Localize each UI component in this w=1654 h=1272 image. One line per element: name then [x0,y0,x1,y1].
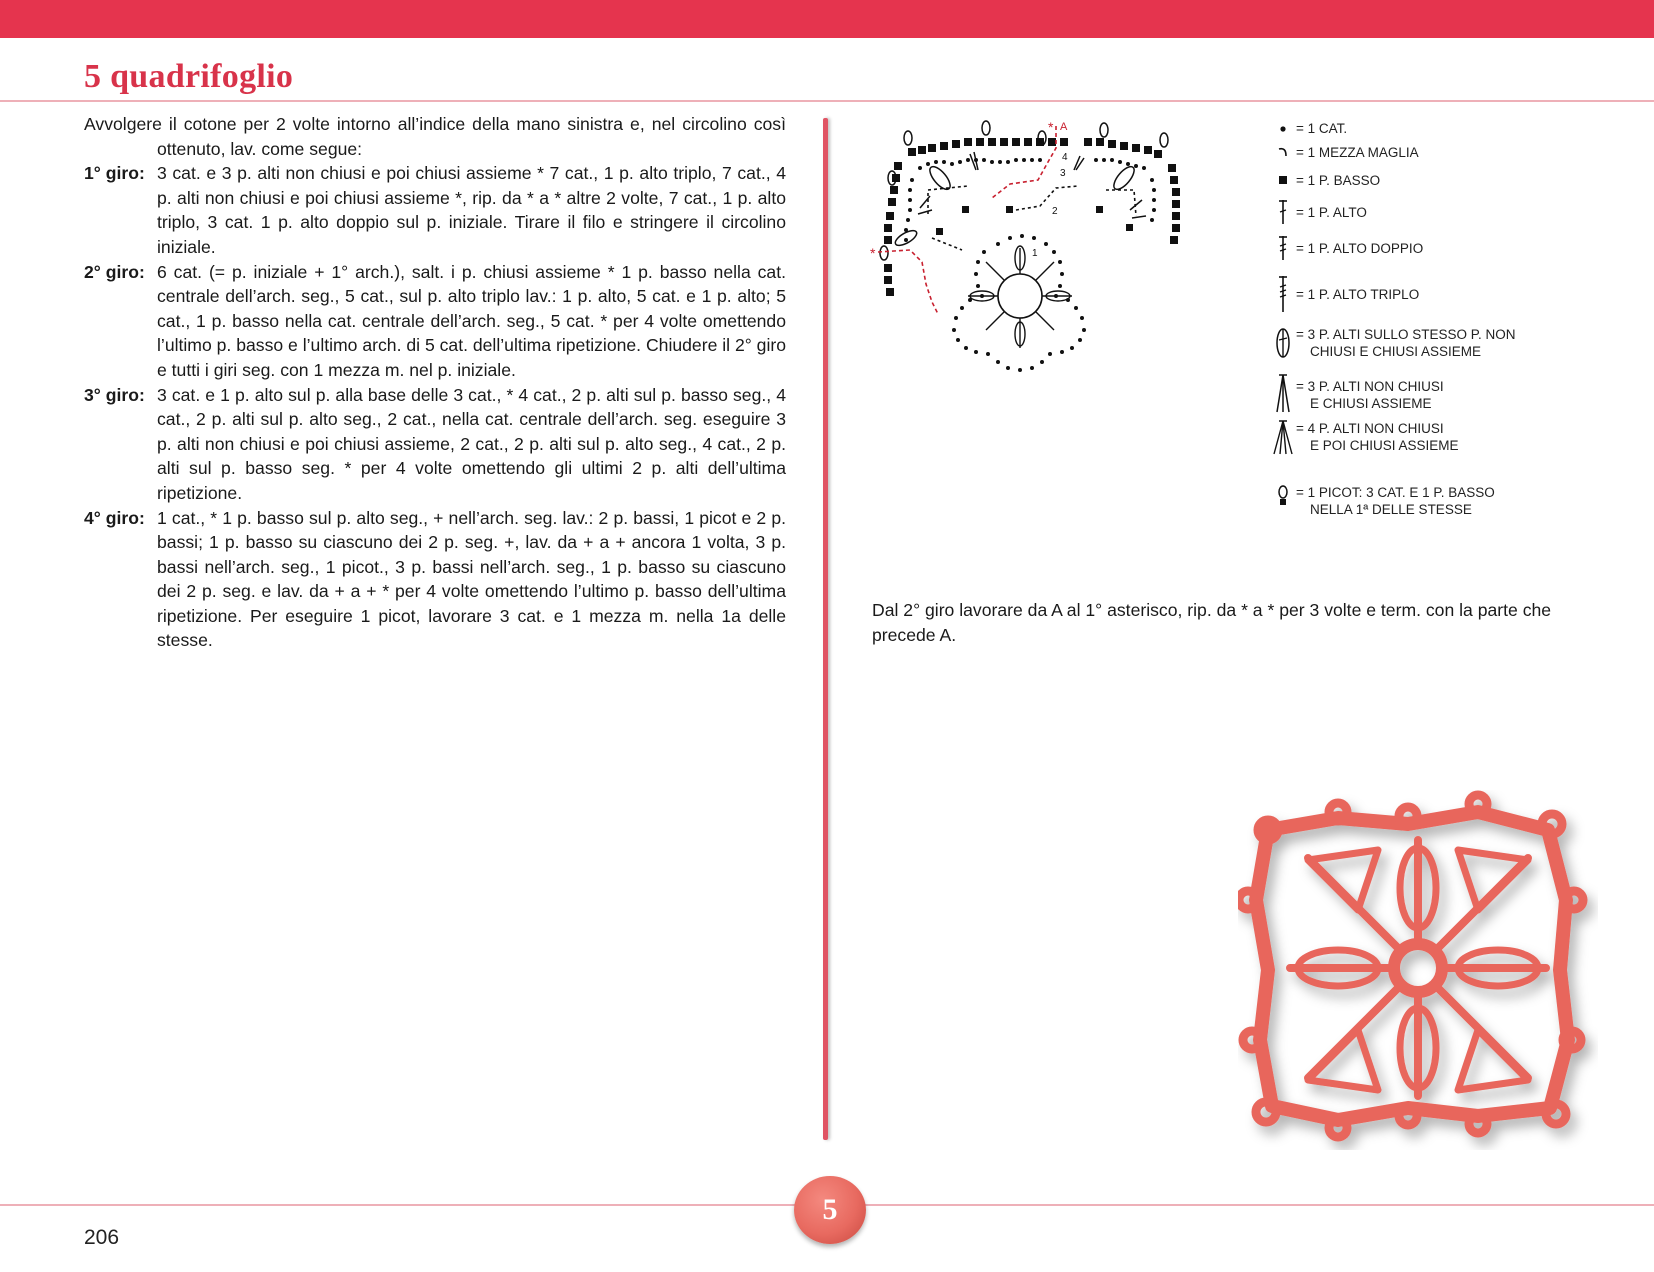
round-2-chains [928,186,1136,250]
legend-item [1270,326,1515,360]
treble-crochet-icon [1270,234,1296,262]
legend-item [1270,372,1444,414]
legend-label: = 1 P. ALTO TRIPLO [1296,287,1420,302]
crochet-chart-diagram [870,118,1220,378]
round-number: 1 [1032,248,1038,259]
round-text: 3 cat. e 3 p. alti non chiusi e poi chiusi assieme * 7 cat., 1 p. alto triplo, 7 cat., 4 p. alti non chiusi e poi chiusi assieme *, rip. da * a * altre 2 volte, 7 cat., 1 p. alto triplo, 3 cat. 1 p. alto doppio sul p. iniziale. Tirare il filo e stringere il circolino iniziale. [157,163,786,257]
legend-item [1270,172,1380,189]
legend-label [1296,326,1515,360]
round-number: 2 [1052,206,1058,217]
legend-line: = 3 P. ALTI NON CHIUSI [1296,379,1444,394]
marker-star-left: * [870,245,876,261]
round-3 [84,383,786,506]
round-text: 3 cat. e 1 p. alto sul p. alla base delle 3 cat., * 4 cat., 2 p. alti sul p. basso seg., 4 cat., 2 p. alti sul p. alto seg., 2 cat., nella cat. centrale dell’arch. seg. eseguire 3 p. alti non chiusi e poi chiusi assieme, 2 cat., 2 p. alti sul p. alto seg., 4 cat., 2 p. alti sul p. basso seg. * per 4 volte omettendo gli ultimi 2 p. alti dell’ultima ripetizione. [157,384,786,503]
legend-label [1296,484,1495,518]
legend-line: NELLA 1ª DELLE STESSE [1310,502,1472,517]
legend-item [1270,198,1367,226]
legend-line: = 4 P. ALTI NON CHIUSI [1296,421,1444,436]
page-number: 206 [84,1226,120,1249]
legend-line: = 1 PICOT: 3 CAT. E 1 P. BASSO [1296,485,1495,500]
marker-a: A [1060,121,1068,133]
legend-line: E CHIUSI ASSIEME [1310,396,1432,411]
instructions-column [84,112,786,653]
round-2 [84,260,786,383]
round-label: 3° giro: [84,384,145,405]
legend-label: = 1 P. ALTO [1296,205,1367,220]
double-crochet-icon [1270,198,1296,226]
intro-paragraph: Avvolgere il cotone per 2 volte intorno all’indice della mano sinistra e, nel circolino così ottenuto, lav. come segue: [84,114,786,159]
page-title: 5 quadrifoglio [84,58,294,95]
legend-item [1270,418,1459,456]
legend-item [1270,274,1419,314]
repeat-note: Dal 2° giro lavorare da A al 1° asterisco, rip. da * a * per 3 volte e term. con la parte che precede A. [872,600,1552,645]
yarn-strand-divider [823,118,828,1140]
round-label: 2° giro: [84,261,145,282]
basso-squares [936,206,1133,235]
yarn-ball-badge [794,1176,866,1244]
round-label: 1° giro: [84,163,145,184]
legend-line: E POI CHIUSI ASSIEME [1310,438,1459,453]
bobble-cluster-icon [1270,326,1296,360]
legend-label [1296,372,1444,412]
crochet-swatch-photo [1238,790,1598,1150]
legend-item [1270,144,1419,161]
legend-item [1270,120,1347,137]
round-1 [84,161,786,259]
legend-label [1296,418,1459,454]
cluster-marks [893,152,1146,248]
chain-dot-icon [1270,120,1296,136]
slip-stitch-icon [1270,144,1296,160]
badge-number: 5 [822,1193,838,1226]
single-crochet-icon [1270,172,1296,188]
legend-label: = 1 CAT. [1296,121,1348,136]
red-start-path [878,126,1056,314]
round-text: 1 cat., * 1 p. basso sul p. alto seg., + nell’arch. seg. lav.: 2 p. bassi, 1 picot e 2 p. bassi; 1 p. basso su ciascuno dei 2 p. seg. +, lav. da + a + ancora 1 volta, 3 p. bassi nell’arch. seg., 1 picot., 3 p. bassi nell’arch. seg., 1 p. basso su ciascuno dei 2 p. seg. e lav. da + a + * per 4 volte omettendo l’ultimo p. basso dell’ultima ripetizione. Per eseguire 1 picot, lavorare 3 cat. e 1 mezza m. nella 1a delle stesse. [157,507,786,651]
legend-label: = 1 MEZZA MAGLIA [1296,145,1419,160]
round-number: 4 [1062,152,1068,163]
triple-treble-icon [1270,274,1296,314]
legend-label: = 1 P. ALTO DOPPIO [1296,241,1424,256]
flower-petals [952,234,1086,372]
round-label: 4° giro: [84,507,145,528]
title-divider [0,100,1654,102]
legend-item [1270,234,1423,262]
marker-star-top: * [1048,119,1054,135]
round-number: 3 [1060,168,1066,179]
legend-line: = 3 P. ALTI SULLO STESSO P. NON [1296,327,1516,342]
legend-line: CHIUSI E CHIUSI ASSIEME [1310,344,1482,359]
center-ring [998,274,1042,318]
three-dc-cluster-icon [1270,372,1296,414]
legend-label: = 1 P. BASSO [1296,173,1381,188]
four-dc-cluster-icon [1270,418,1296,456]
legend-item [1270,484,1495,518]
round-text: 6 cat. (= p. iniziale + 1° arch.), salt. i p. chiusi assieme * 1 p. basso nella cat. centrale dell’arch. seg., 5 cat., sul p. alto triplo lav.: 1 p. alto, 5 cat. e 1 p. alto; 5 cat., 1 p. basso nella cat. centrale dell’arch. seg., 5 cat. * per 4 volte omettendo l’ultimo p. basso e l’ultimo arch. di 5 cat. dell’ultima ripetizione. Chiudere il 2° giro e tutti i giri seg. con 1 mezza m. nel p. iniziale. [157,261,786,380]
round-4 [84,506,786,654]
picot-icon [1270,484,1296,506]
top-color-band [0,0,1654,38]
